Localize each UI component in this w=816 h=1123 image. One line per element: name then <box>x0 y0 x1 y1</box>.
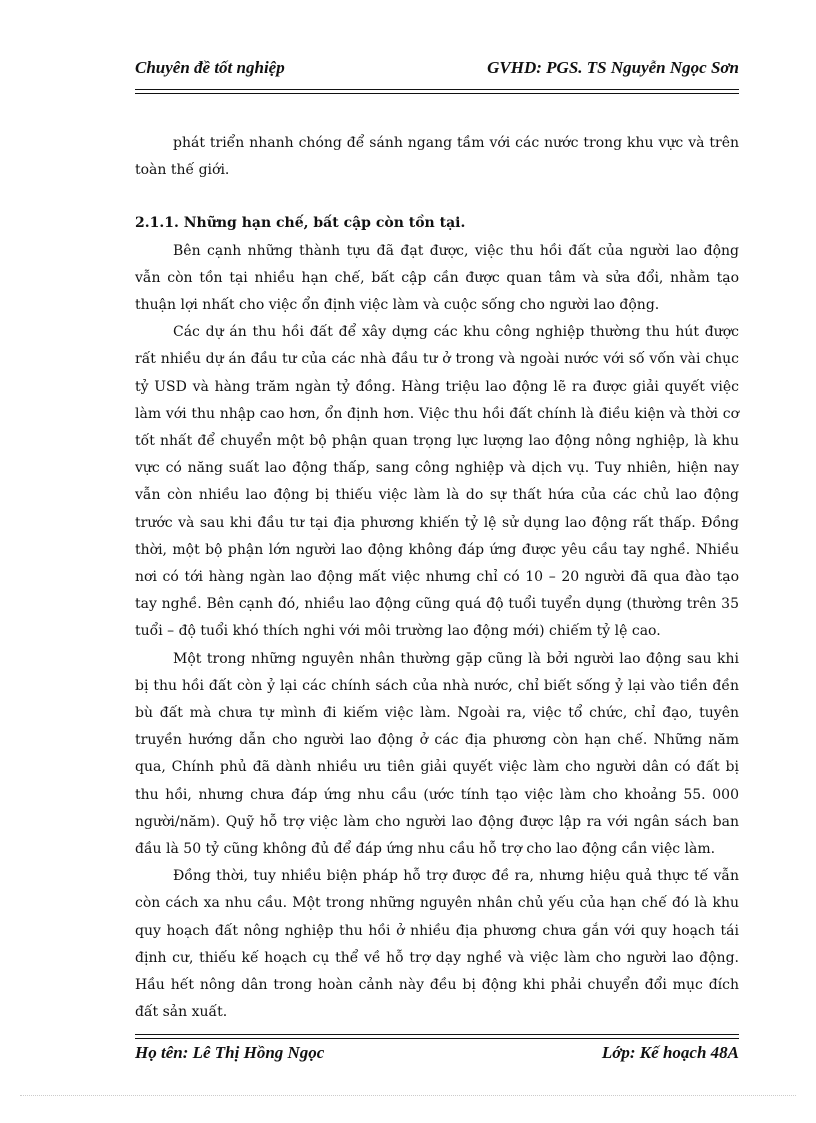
section-heading: 2.1.1. Những hạn chế, bất cập còn tồn tại. <box>135 215 466 232</box>
paragraph: Bên cạnh những thành tựu đã đạt được, việc thu hồi đất của người lao động vẫn còn tồn tại nhiều hạn chế, bất cập cần được quan tâm và sửa đổi, nhằm tạo thuận lợi nhất cho việc ổn định việc làm và cuộc sống cho người lao động. <box>135 242 739 314</box>
footer-author: Họ tên: Lê Thị Hồng Ngọc <box>135 1043 325 1062</box>
continued-paragraph: phát triển nhanh chóng để sánh ngang tầm với các nước trong khu vực và trên toàn thế giới. <box>135 135 739 179</box>
footer-rule <box>135 1038 739 1039</box>
page-break-line <box>20 1095 796 1096</box>
paragraph: Đồng thời, tuy nhiều biện pháp hỗ trợ được đề ra, nhưng hiệu quả thực tế vẫn còn cách xa nhu cầu. Một trong những nguyên nhân chủ yếu của hạn chế đó là khu quy hoạch đất nông nghiệp thu hồi ở nhiều địa phương chưa gắn với quy hoạch tái định cư, thiếu kế hoạch cụ thể về hỗ trợ dạy nghề và việc làm cho người lao động. Hầu hết nông dân trong hoàn cảnh này đều bị động khi phải chuyển đổi mục đích đất sản xuất. <box>135 868 739 1021</box>
page-header <box>135 58 739 78</box>
header-document-type: Chuyên đề tốt nghiệp <box>135 58 285 77</box>
document-body <box>135 130 739 1027</box>
page-footer <box>135 1043 739 1063</box>
paragraph: Các dự án thu hồi đất để xây dựng các khu công nghiệp thường thu hút được rất nhiều dự án đầu tư của các nhà đầu tư ở trong và ngoài nước với số vốn vài chục tỷ USD và hàng trăm ngàn tỷ đồng. Hàng triệu lao động lẽ ra được giải quyết việc làm với thu nhập cao hơn, ổn định hơn. Việc thu hồi đất chính là điều kiện và thời cơ tốt nhất để chuyển một bộ phận quan trọng lực lượng lao động nông nghiệp, là khu vực có năng suất lao động thấp, sang công nghiệp và dịch vụ. Tuy nhiên, hiện nay vẫn còn nhiều lao động bị thiếu việc làm là do sự thất hứa của các chủ lao động trước và sau khi đầu tư tại địa phương khiến tỷ lệ sử dụng lao động rất thấp. Đồng thời, một bộ phận lớn người lao động không đáp ứng được yêu cầu tay nghề. Nhiều nơi có tới hàng ngàn lao động mất việc nhưng chỉ có 10 – 20 người đã qua đào tạo tay nghề. Bên cạnh đó, nhiều lao động cũng quá độ tuổi tuyển dụng (thường trên 35 tuổi – độ tuổi khó thích nghi với môi trường lao động mới) chiếm tỷ lệ cao. <box>135 324 739 640</box>
header-rule-thin <box>135 93 739 94</box>
header-supervisor: GVHD: PGS. TS Nguyễn Ngọc Sơn <box>487 58 739 77</box>
header-rule <box>135 89 739 90</box>
paragraph: Một trong những nguyên nhân thường gặp cũng là bởi người lao động sau khi bị thu hồi đất còn ỷ lại các chính sách của nhà nước, chỉ biết sống ỷ lại vào tiền đền bù đất mà chưa tự mình đi kiếm việc làm. Ngoài ra, việc tổ chức, chỉ đạo, tuyên truyền hướng dẫn cho người lao động ở các địa phương còn hạn chế. Những năm qua, Chính phủ đã dành nhiều ưu tiên giải quyết việc làm cho người dân có đất bị thu hồi, nhưng chưa đáp ứng nhu cầu (ước tính tạo việc làm cho khoảng 55. 000 người/năm). Quỹ hỗ trợ việc làm cho người lao động được lập ra với ngân sách ban đầu là 50 tỷ cũng không đủ để đáp ứng nhu cầu hỗ trợ cho lao động cần việc làm. <box>135 650 739 858</box>
footer-rule-thin <box>135 1034 739 1035</box>
footer-class: Lớp: Kế hoạch 48A <box>601 1043 739 1062</box>
